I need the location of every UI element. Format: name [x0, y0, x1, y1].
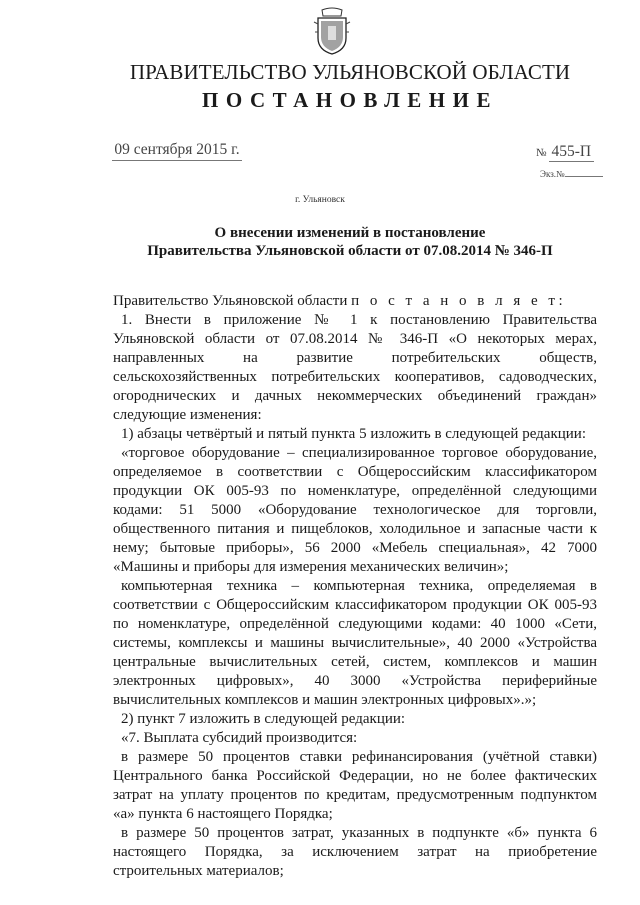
coat-of-arms-icon: [312, 6, 352, 56]
copy-line: [565, 168, 603, 177]
paragraph: «торговое оборудование – специализированное торговое оборудование, определяемое в соответствии с Общероссийским классификатором продукции ОК 005-93 по номенклатуре, определённой следующими кодами: 51 5000 «Оборудование технологическое для торговли, общественного питания и пищеблоков, холодильное и запасные части к нему; бытовые приборы», 56 2000 «Мебель специальная», 42 7000 «Машины и приборы для измерения механических величин»;: [113, 445, 597, 575]
preamble-text: Правительство Ульяновской области: [113, 293, 352, 309]
paragraph: «7. Выплата субсидий производится:: [121, 730, 358, 746]
preamble-verb: п о с т а н о в л я е т:: [351, 293, 567, 309]
paragraph: в размере 50 процентов ставки рефинансирования (учётной ставки) Центрального банка Российской Федерации, но не более фактических затрат на уплату процентов по кредитам, предусмотренным подпунктом «а» пункта 6 настоящего Порядка;: [113, 749, 597, 822]
paragraph: 1. Внести в приложение № 1 к постановлению Правительства Ульяновской области от 07.08.2014 № 346-П «О некоторых мерах, направленных на развитие потребительских обществ, сельскохозяйственных потребительских кооперативов, садоводческих, огороднических и дачных некоммерческих объединений граждан» следующие изменения:: [113, 312, 597, 423]
government-name: ПРАВИТЕЛЬСТВО УЛЬЯНОВСКОЙ ОБЛАСТИ: [129, 60, 571, 84]
heading-line-2: Правительства Ульяновской области от 07.08.2014 № 346-П: [147, 243, 553, 259]
heading-line-1: О внесении изменений в постановление: [214, 225, 486, 241]
copy-label: Экз.№: [540, 169, 565, 179]
document-body: [113, 292, 597, 881]
preamble: [113, 292, 597, 311]
document-type: ПОСТАНОВЛЕНИЕ: [202, 88, 498, 112]
document-date: 09 сентября 2015 г.: [112, 141, 242, 161]
document-number: [536, 143, 594, 162]
document-heading: [0, 224, 640, 260]
number-label: №: [536, 147, 547, 159]
number-value: 455-П: [549, 143, 595, 162]
paragraph: 1) абзацы четвёртый и пятый пункта 5 изложить в следующей редакции:: [121, 426, 586, 442]
paragraph: 2) пункт 7 изложить в следующей редакции:: [121, 711, 406, 727]
paragraph: компьютерная техника – компьютерная техника, определяемая в соответствии с Общероссийским классификатором продукции ОК 005-93 по номенклатуре, определённой следующими кодами: 40 1000 «Сети, системы, комплексы и машины вычислительные», 40 2000 «Устройства центральные вычислительных сетей, систем, комплексов и машин электронных цифровых», 40 3000 «Устройства периферийные вычислительных комплексов и машин электронных цифровых».»;: [113, 578, 597, 708]
city: г. Ульяновск: [295, 195, 345, 205]
paragraph: в размере 50 процентов затрат, указанных в подпункте «б» пункта 6 настоящего Порядка, за исключением затрат на приобретение строительных материалов;: [113, 825, 597, 879]
copy-number: [540, 168, 603, 179]
